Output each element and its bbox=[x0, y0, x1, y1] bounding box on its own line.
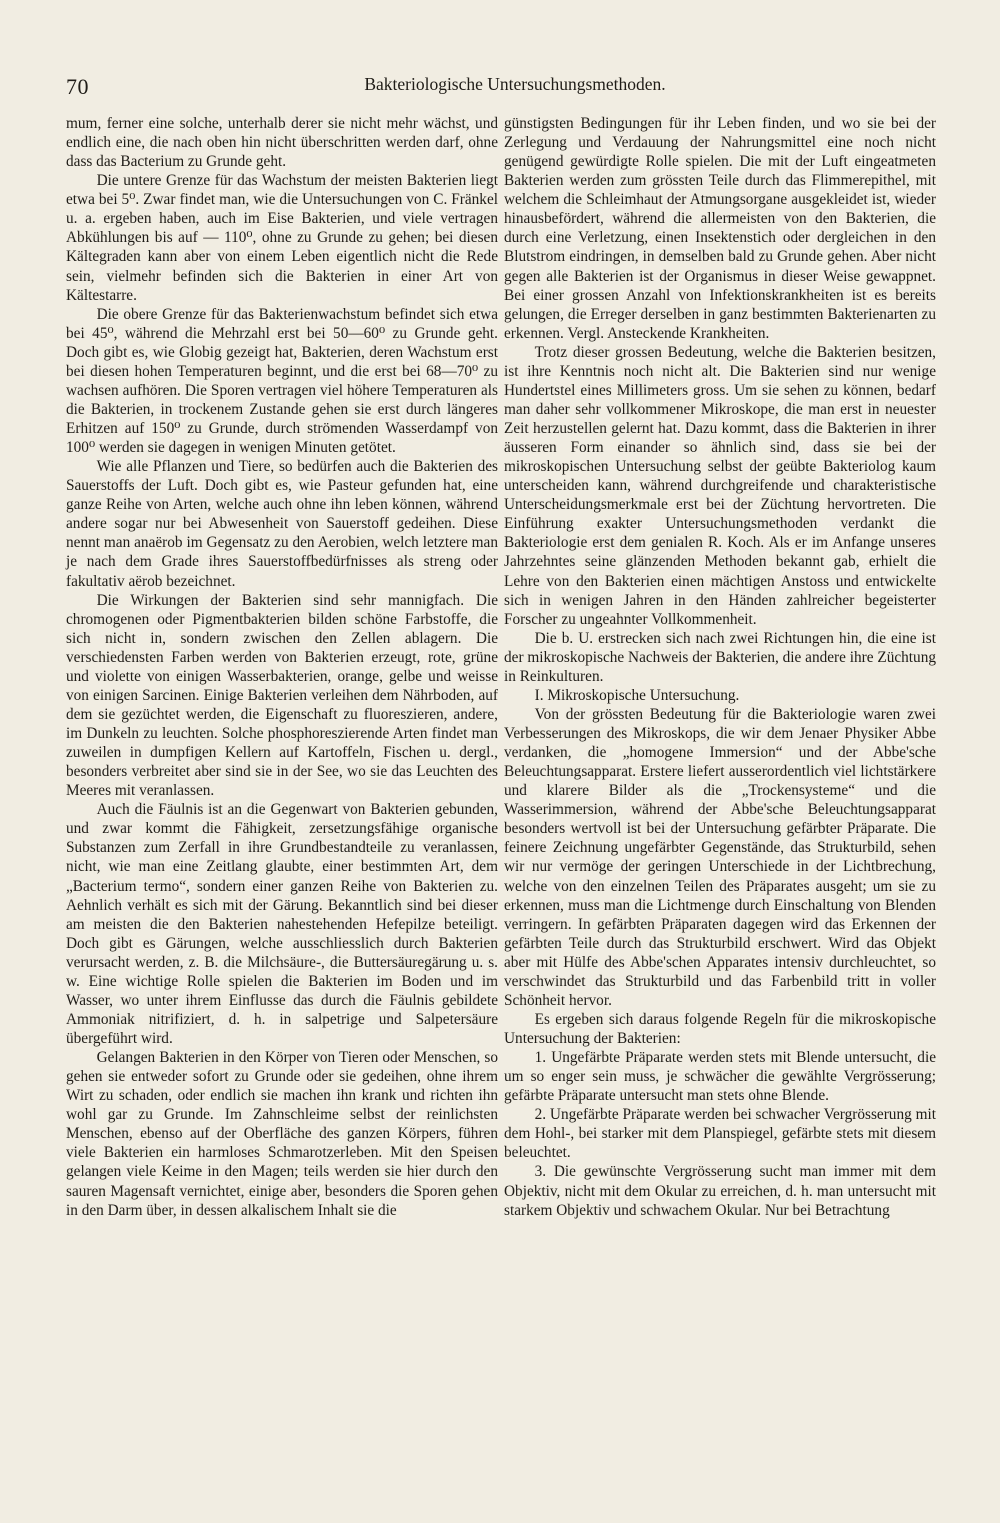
paragraph: Es ergeben sich daraus folgende Regeln für die mikroskopische Untersuchung der Bakterien: bbox=[504, 1010, 936, 1047]
left-column bbox=[66, 114, 498, 1220]
page-header bbox=[66, 74, 934, 102]
section-heading: I. Mikroskopische Untersuchung. bbox=[534, 686, 740, 704]
paragraph: Die obere Grenze für das Bakterienwachstum befindet sich etwa bei 45⁰, während die Mehrzahl erst bei 50—60⁰ zu Grunde geht. Doch gibt es, wie Globig gezeigt hat, Bakterien, deren Wachstum erst bei diesen hohen Temperaturen beginnt, und die erst bei 68—70⁰ zu wachsen aufhören. Die Sporen vertragen viel höhere Temperaturen als die Bakterien, in trockenem Zustande gehen sie erst durch längeres Erhitzen auf 150⁰ zu Grunde, durch strömenden Wasserdampf von 100⁰ werden sie dagegen in wenigen Minuten getötet. bbox=[66, 305, 498, 457]
running-head: Bakteriologische Untersuchungsmethoden. bbox=[364, 74, 666, 94]
paragraph: mum, ferner eine solche, unterhalb derer sie nicht mehr wächst, und endlich eine, die nach oben hin nicht überschritten werden darf, ohne dass das Bacterium zu Grunde geht. bbox=[66, 115, 498, 171]
rule-item: 1. Ungefärbte Präparate werden stets mit Blende untersucht, die um so enger sein muss, je schwächer die gewählte Vergrösserung; gefärbte Präparate untersucht man stets ohne Blende. bbox=[504, 1049, 936, 1105]
paragraph: günstigsten Bedingungen für ihr Leben finden, und wo sie bei der Zerlegung und Verdauung der Nahrungsmittel eine noch nicht genügend gewürdigte Rolle spielen. Die mit der Luft eingeatmeten Bakterien werden zum grössten Teile durch das Flimmerepithel, mit welchem die Schleimhaut der Atmungsorgane ausgekleidet ist, wieder hinausbefördert, während die allermeisten von den Bakterien, die durch eine Verletzung, einen Insektenstich oder dergleichen in den Blutstrom eindringen, in demselben bald zu Grunde gehen. Aber nicht gegen alle Bakterien ist der Organismus in dieser Weise gewappnet. Bei einer grossen Anzahl von Infektionskrankheiten ist es bereits gelungen, die Erreger derselben in ganz bestimmten Bakterienarten zu erkennen. Vergl. Ansteckende Krankheiten. bbox=[504, 115, 936, 342]
paragraph: Wie alle Pflanzen und Tiere, so bedürfen auch die Bakterien des Sauerstoffs der Luft. Doch gibt es, wie Pasteur gefunden hat, eine ganze Reihe von Arten, welche auch ohne ihn leben können, während andere sogar nur bei Abwesenheit von Sauerstoff gedeihen. Diese nennt man anaërob im Gegensatz zu den Aerobien, welch letztere man je nach dem Grade ihres Sauerstoffbedürfnisses als streng oder fakultativ aërob bezeichnet. bbox=[66, 458, 498, 590]
paragraph: Die Wirkungen der Bakterien sind sehr mannigfach. Die chromogenen oder Pigmentbakterien bilden schöne Farbstoffe, die sich nicht in, sondern zwischen den Zellen ablagern. Die verschiedensten Farben werden von Bakterien erzeugt, rote, grüne und violette von einigen Wasserbakterien, orange, gelbe und weisse von einigen Sarcinen. Einige Bakterien verleihen dem Nährboden, auf dem sie gezüchtet werden, die Eigenschaft zu fluoreszieren, andere, im Dunkeln zu leuchten. Solche phosphoreszierende Arten findet man zuweilen in dumpfigen Kellern auf Kartoffeln, Fischen u. dergl., besonders verbreitet aber sind sie in der See, wo sie das Leuchten des Meeres mit veranlassen. bbox=[66, 591, 498, 800]
page-number: 70 bbox=[66, 74, 89, 99]
paragraph: Trotz dieser grossen Bedeutung, welche die Bakterien besitzen, ist ihre Kenntnis noch nicht alt. Die Bakterien sind nur wenige Hundertstel eines Millimeters gross. Um sie sehen zu können, bedarf man daher sehr vollkommener Mikroskope, die man erst in neuester Zeit herzustellen gelernt hat. Dazu kommt, dass die Bakterien in ihrer äusseren Form einander so ähnlich sind, dass sie bei der mikroskopischen Untersuchung selbst der geübte Bakteriolog kaum unterscheiden kann, während durchgreifende und charakteristische Unterscheidungsmerkmale erst bei der Züchtung hervortreten. Die Einführung exakter Untersuchungsmethoden verdankt die Bakteriologie erst dem genialen R. Koch. Als er im Anfange unseres Jahrzehntes seine glänzenden Methoden bekannt gab, erhielt die Lehre von den Bakterien einen mächtigen Anstoss und entwickelte sich in wenigen Jahren in den Händen zahlreicher begeisterter Forscher zu ungeahnter Vollkommenheit. bbox=[504, 343, 936, 628]
paragraph: Von der grössten Bedeutung für die Bakteriologie waren zwei Verbesserungen des Mikroskops, die wir dem Jenaer Physiker Abbe verdanken, die „homogene Immersion“ und der Abbe'sche Beleuchtungsapparat. Erstere liefert ausserordentlich viel lichtstärkere und klarere Bilder als die „Trockensysteme“ und die Wasserimmersion, während der Abbe'sche Beleuchtungsapparat besonders wertvoll ist bei der Untersuchung gefärbter Präparate. Die feinere Zeichnung ungefärbter Gegenstände, das Strukturbild, sehen wir nur vermöge der geringen Unterschiede in der Lichtbrechung, welche von den einzelnen Teilen des Präparates ausgeht; um sie zu erkennen, muss man die Lichtmenge durch Einschaltung von Blenden verringern. In gefärbten Präparaten dagegen wird das Erkennen der gefärbten Teile durch das Strukturbild erschwert. Wird das Objekt aber mit Hülfe des Abbe'schen Apparates intensiv durchleuchtet, so verschwindet das Strukturbild und das Farbenbild tritt in voller Schönheit hervor. bbox=[504, 705, 936, 1009]
rule-item: 2. Ungefärbte Präparate werden bei schwacher Vergrösserung mit dem Hohl-, bei starker mit dem Planspiegel, gefärbte stets mit diesem beleuchtet. bbox=[504, 1106, 936, 1162]
paragraph: Die b. U. erstrecken sich nach zwei Richtungen hin, die eine ist der mikroskopische Nachweis der Bakterien, die andere ihre Züchtung in Reinkulturen. bbox=[504, 629, 936, 685]
right-column bbox=[504, 114, 936, 1220]
paragraph: Auch die Fäulnis ist an die Gegenwart von Bakterien gebunden, und zwar kommt die Fähigkeit, zersetzungsfähige organische Substanzen zum Zerfall in ihre Grundbestandteile zu veranlassen, nicht, wie man eine Zeitlang glaubte, einer bestimmten Art, dem „Bacterium termo“, sondern einer ganzen Reihe von Bakterien zu. Aehnlich verhält es sich mit der Gärung. Bekanntlich sind bei dieser am meisten die den Bakterien nahestehenden Hefepilze beteiligt. Doch gibt es Gärungen, welche ausschliesslich durch Bakterien verursacht werden, z. B. die Milchsäure-, die Buttersäuregärung u. s. w. Eine wichtige Rolle spielen die Bakterien im Boden und im Wasser, wo unter ihrem Einflusse das durch die Fäulnis gebildete Ammoniak nitrifiziert, d. h. in salpetrige und Salpetersäure übergeführt wird. bbox=[66, 801, 498, 1047]
paragraph: Die untere Grenze für das Wachstum der meisten Bakterien liegt etwa bei 5⁰. Zwar findet man, wie die Untersuchungen von C. Fränkel u. a. ergeben haben, auch im Eise Bakterien, und viele vertragen Abkühlungen bis auf — 110⁰, ohne zu Grunde zu gehen; bei diesen Kältegraden kann aber von einem Leben eigentlich nicht die Rede sein, vielmehr befinden sich die Bakterien in einer Art von Kältestarre. bbox=[66, 172, 498, 304]
rule-item: 3. Die gewünschte Vergrösserung sucht man immer mit dem Objektiv, nicht mit dem Okular zu erreichen, d. h. man untersucht mit starkem Objektiv und schwachem Okular. Nur bei Betrachtung bbox=[504, 1163, 936, 1219]
paragraph: Gelangen Bakterien in den Körper von Tieren oder Menschen, so gehen sie entweder sofort zu Grunde oder sie gedeihen, ohne ihrem Wirt zu schaden, oder endlich sie machen ihn krank und richten ihn wohl gar zu Grunde. Im Zahnschleime selbst der reinlichsten Menschen, ebenso auf der Oberfläche des ganzen Körpers, führen viele Bakterien ein harmloses Schmarotzerleben. Mit den Speisen gelangen viele Keime in den Magen; teils werden sie hier durch den sauren Magensaft vernichtet, einige aber, besonders die Sporen gehen in den Darm über, in dessen alkalischem Inhalt sie die bbox=[66, 1049, 498, 1219]
